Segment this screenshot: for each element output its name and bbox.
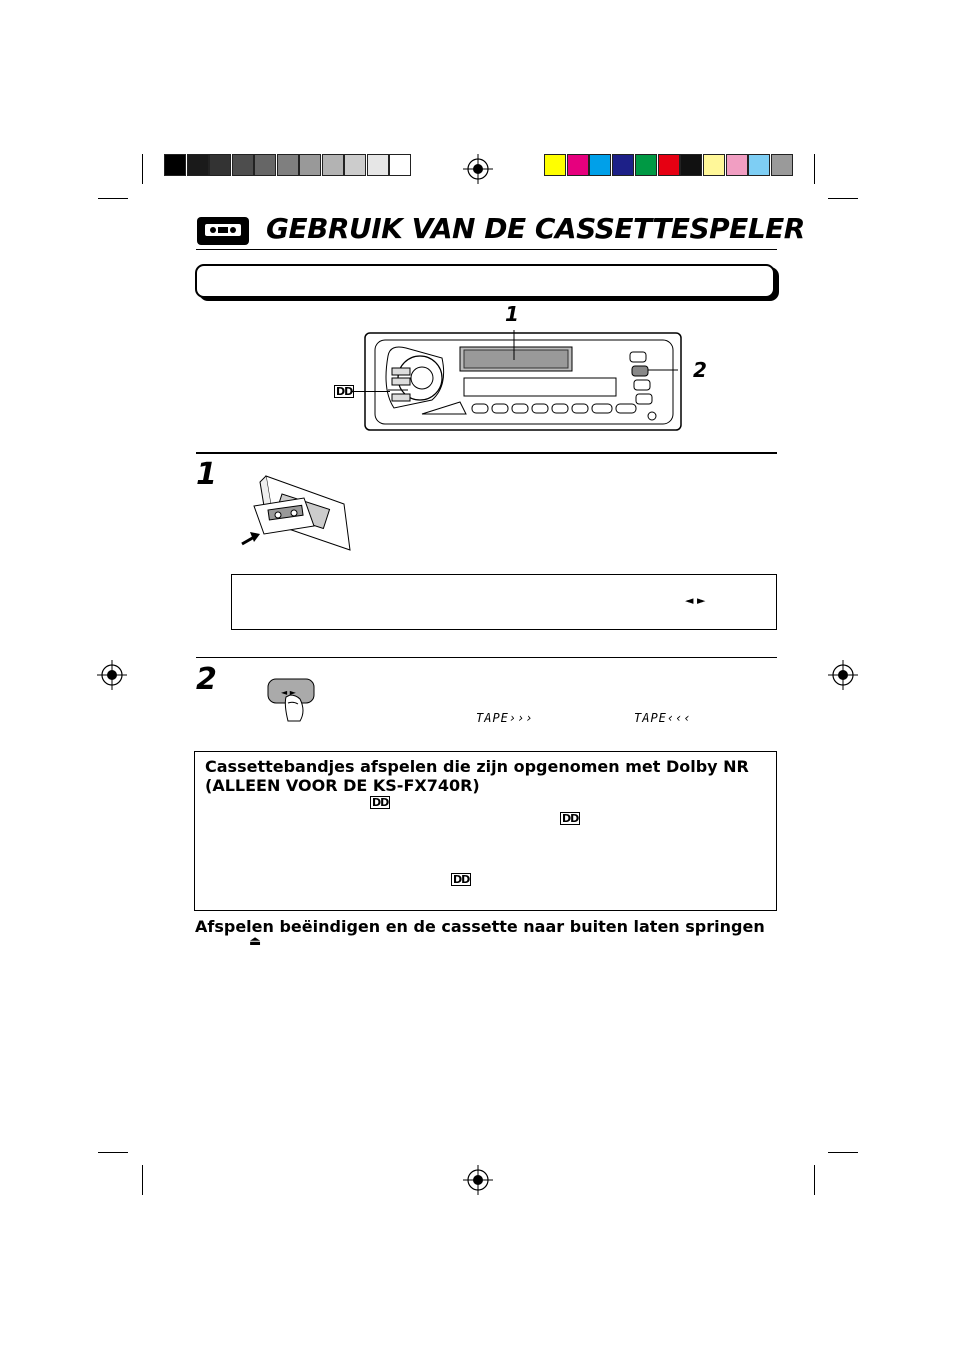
color-swatch xyxy=(726,154,748,176)
color-swatch xyxy=(680,154,702,176)
registration-mark-icon xyxy=(463,1165,493,1195)
gray-swatch xyxy=(187,154,209,176)
color-swatch xyxy=(703,154,725,176)
dolby-nr-symbol-icon: DD xyxy=(562,812,579,825)
press-button-illustration xyxy=(266,677,318,725)
dolby-nr-symbol-icon: DD xyxy=(372,796,389,809)
lcd-tape-forward: TAPE››› xyxy=(476,711,534,725)
color-swatch xyxy=(658,154,680,176)
crop-mark xyxy=(98,198,128,199)
dolby-nr-info-box xyxy=(194,751,777,911)
eject-icon: ⏏ xyxy=(249,934,262,949)
registration-mark-icon xyxy=(463,154,493,184)
title-underline xyxy=(196,249,777,250)
gray-swatch xyxy=(277,154,299,176)
crop-mark xyxy=(828,198,858,199)
step-1-number: 1 xyxy=(196,457,217,492)
color-swatch xyxy=(635,154,657,176)
gray-swatch xyxy=(164,154,186,176)
color-swatch xyxy=(544,154,566,176)
color-swatch xyxy=(567,154,589,176)
color-swatch xyxy=(748,154,770,176)
crop-mark xyxy=(814,154,815,184)
stop-eject-heading: Afspelen beëindigen en de cassette naar buiten laten springen xyxy=(195,917,765,936)
color-swatch xyxy=(589,154,611,176)
gray-swatch xyxy=(322,154,344,176)
gray-swatch xyxy=(232,154,254,176)
gray-swatch xyxy=(367,154,389,176)
registration-mark-icon xyxy=(828,660,858,690)
dolby-leader-line xyxy=(352,391,390,392)
lcd-tape-reverse: TAPE‹‹‹ xyxy=(634,711,692,725)
gray-swatch xyxy=(254,154,276,176)
dolby-box-title-line2: (ALLEEN VOOR DE KS-FX740R) xyxy=(205,776,480,795)
section-header-bar xyxy=(195,264,775,298)
gray-swatch xyxy=(389,154,411,176)
color-swatch xyxy=(771,154,793,176)
page-title: GEBRUIK VAN DE CASSETTESPELER xyxy=(266,212,805,245)
crop-mark xyxy=(142,1165,143,1195)
seek-arrows-icon: ◄ ► xyxy=(685,594,706,607)
crop-mark xyxy=(828,1152,858,1153)
registration-mark-icon xyxy=(97,660,127,690)
step-divider xyxy=(196,452,777,454)
crop-mark xyxy=(142,154,143,184)
diagram-callout-1: 1 xyxy=(505,302,519,326)
car-stereo-front-panel-diagram xyxy=(360,330,686,434)
step-2-number: 2 xyxy=(196,662,217,697)
dolby-box-title-line1: Cassettebandjes afspelen die zijn opgenomen met Dolby NR xyxy=(205,757,749,776)
crop-mark xyxy=(98,1152,128,1153)
step-divider xyxy=(196,657,777,658)
gray-swatch xyxy=(299,154,321,176)
cassette-insertion-illustration xyxy=(240,470,358,556)
diagram-callout-2: 2 xyxy=(693,358,707,382)
crop-mark xyxy=(814,1165,815,1195)
color-swatch xyxy=(612,154,634,176)
gray-swatch xyxy=(209,154,231,176)
cassette-icon xyxy=(196,216,250,246)
dolby-nr-symbol-icon: DD xyxy=(336,385,353,398)
gray-swatch xyxy=(344,154,366,176)
tape-direction-button[interactable]: ◄ ► xyxy=(281,688,296,697)
note-box xyxy=(231,574,777,630)
dolby-nr-symbol-icon: DD xyxy=(453,873,470,886)
